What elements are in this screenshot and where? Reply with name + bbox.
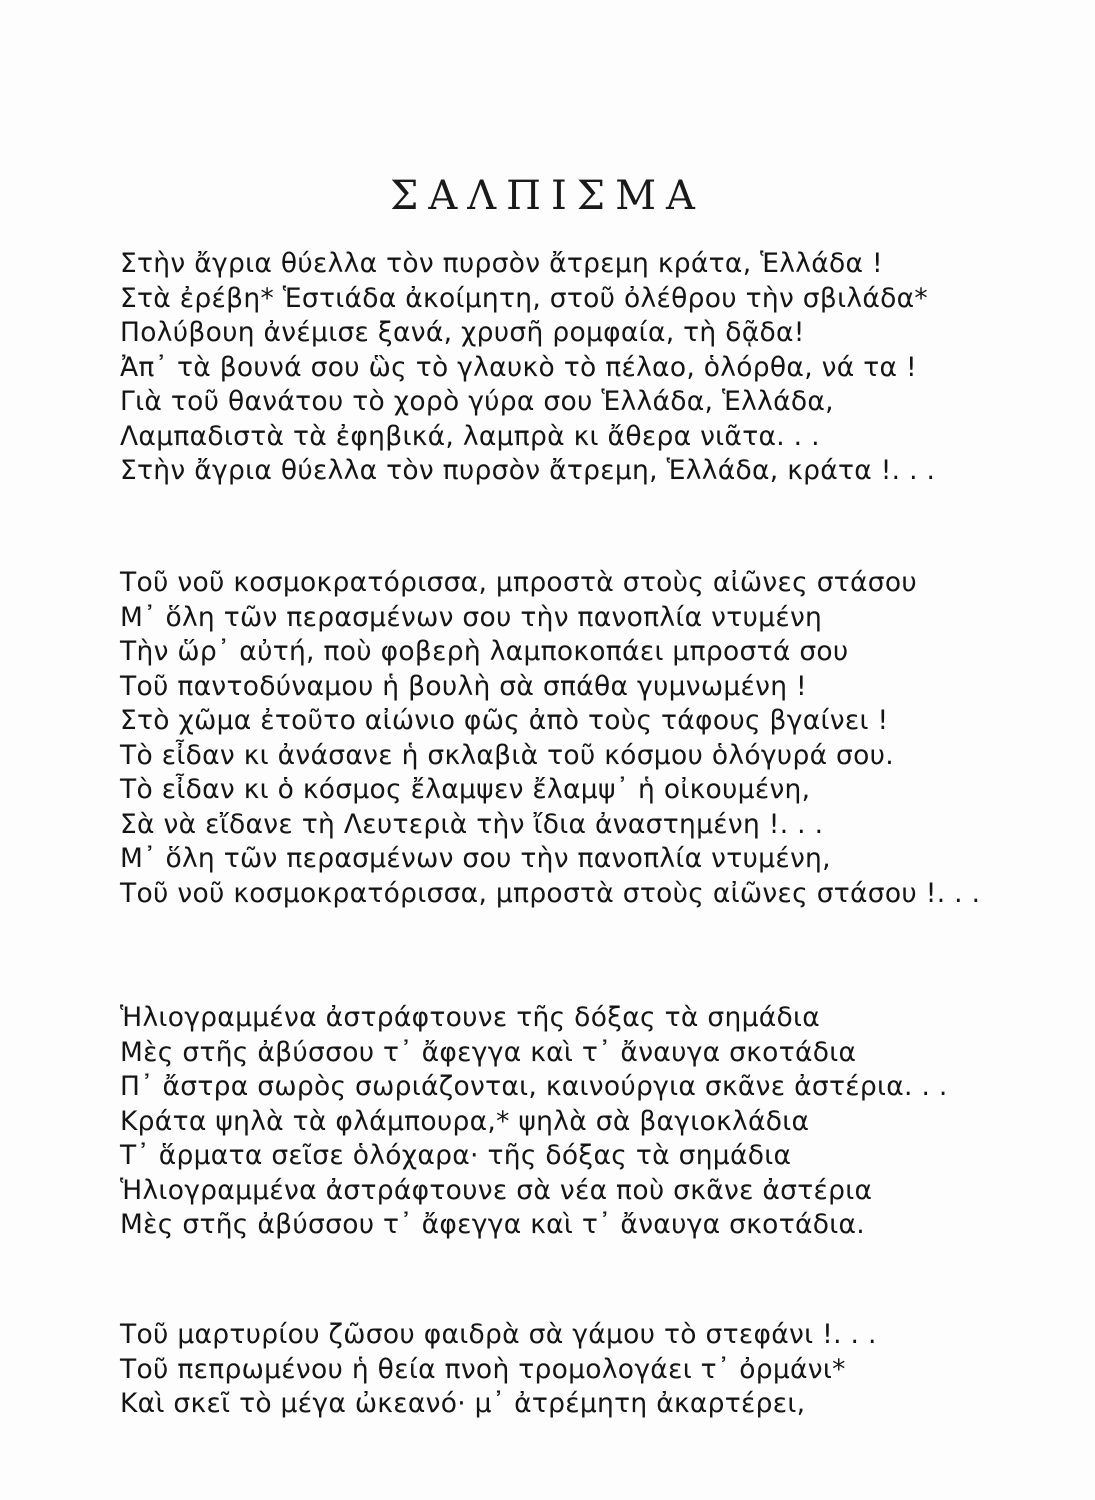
verse-line: Μὲς στῆς ἀβύσσου τ᾽ ἄφεγγα καὶ τ᾽ ἄναυγα σκοτάδια. [120, 1209, 865, 1240]
stanza-2 [120, 566, 1000, 911]
stanza-3 [120, 1001, 1000, 1243]
verse-line: Στὸ χῶμα ἐτοῦτο αἰώνιο φῶς ἀπὸ τοὺς τάφους βγαίνει ! [120, 705, 889, 736]
verse-line: Μὲς στῆς ἀβύσσου τ᾽ ἄφεγγα καὶ τ᾽ ἄναυγα σκοτάδια [120, 1036, 857, 1068]
verse-line: Λαμπαδιστὰ τὰ ἐφηβικά, λαμπρὰ κι ἄθερα νιᾶτα. . . [120, 420, 820, 452]
stanza-4 [120, 1318, 1000, 1422]
verse-line: Γιὰ τοῦ θανάτου τὸ χορὸ γύρα σου Ἑλλάδα, Ἑλλάδα, [120, 386, 834, 417]
verse-line: Π᾽ ἄστρα σωρὸς σωριάζονται, καινούργια σκᾶνε ἀστέρια. . . [120, 1071, 948, 1102]
stanza-1 [120, 247, 1000, 489]
verse-line: Τοῦ παντοδύναμου ἡ βουλὴ σὰ σπάθα γυμνωμένη ! [120, 670, 807, 702]
verse-line: Ἀπ᾽ τὰ βουνά σου ὣς τὸ γλαυκὸ τὸ πέλαο, ὁλόρθα, νά τα ! [120, 351, 917, 383]
verse-line: Ἡλιογραμμένα ἀστράφτουνε σὰ νέα ποὺ σκᾶνε ἀστέρια [120, 1174, 873, 1206]
verse-line: Μ᾽ ὅλη τῶν περασμένων σου τὴν πανοπλία ντυμένη, [120, 843, 831, 874]
verse-line: Στὰ ἐρέβη* Ἑστιάδα ἀκοίμητη, στοῦ ὀλέθρου τὴν σβιλάδα* [120, 282, 928, 314]
verse-line: Μ᾽ ὅλη τῶν περασμένων σου τὴν πανοπλία ντυμένη [120, 601, 823, 633]
verse-line: Ἡλιογραμμένα ἀστράφτουνε τῆς δόξας τὰ σημάδια [120, 1002, 821, 1033]
verse-line: Τοῦ νοῦ κοσμοκρατόρισσα, μπροστὰ στοὺς αἰῶνες στάσου !. . . [120, 877, 981, 909]
verse-line: Τὸ εἶδαν κι ἀνάσανε ἡ σκλαβιὰ τοῦ κόσμου ὁλόγυρά σου. [120, 739, 895, 771]
verse-line: Τοῦ νοῦ κοσμοκρατόρισσα, μπροστὰ στοὺς αἰῶνες στάσου [120, 567, 918, 598]
verse-line: Κράτα ψηλὰ τὰ φλάμπουρα,* ψηλὰ σὰ βαγιοκλάδια [120, 1105, 810, 1137]
verse-line: Σὰ νὰ εἴδανε τὴ Λευτεριὰ τὴν ἴδια ἀναστημένη !. . . [120, 808, 824, 840]
poem-title: ΣΑΛΠΙΣΜΑ [390, 173, 705, 219]
verse-line: Πολύβουη ἀνέμισε ξανά, χρυσῆ ρομφαία, τὴ δᾷδα! [120, 317, 805, 348]
verse-line: Στὴν ἄγρια θύελλα τὸν πυρσὸν ἄτρεμη, Ἑλλάδα, κράτα !. . . [120, 455, 936, 486]
verse-line: Τ᾽ ἅρματα σεῖσε ὁλόχαρα· τῆς δόξας τὰ σημάδια [120, 1140, 792, 1171]
verse-line: Καὶ σκεῖ τὸ μέγα ὠκεανό· μ᾽ ἀτρέμητη ἀκαρτέρει, [120, 1388, 806, 1419]
verse-line: Τὸ εἶδαν κι ὁ κόσμος ἔλαμψεν ἔλαμψ᾽ ἡ οἰκουμένη, [120, 774, 811, 805]
verse-line: Τὴν ὥρ᾽ αὐτή, ποὺ φοβερὴ λαμποκοπάει μπροστά σου [120, 636, 849, 667]
verse-line: Τοῦ πεπρωμένου ἡ θεία πνοὴ τρομολογάει τ᾽ ὀρμάνι* [120, 1353, 846, 1385]
verse-line: Τοῦ μαρτυρίου ζῶσου φαιδρὰ σὰ γάμου τὸ στεφάνι !. . . [120, 1319, 877, 1350]
verse-line: Στὴν ἄγρια θύελλα τὸν πυρσὸν ἄτρεμη κράτα, Ἑλλάδα ! [120, 248, 883, 279]
